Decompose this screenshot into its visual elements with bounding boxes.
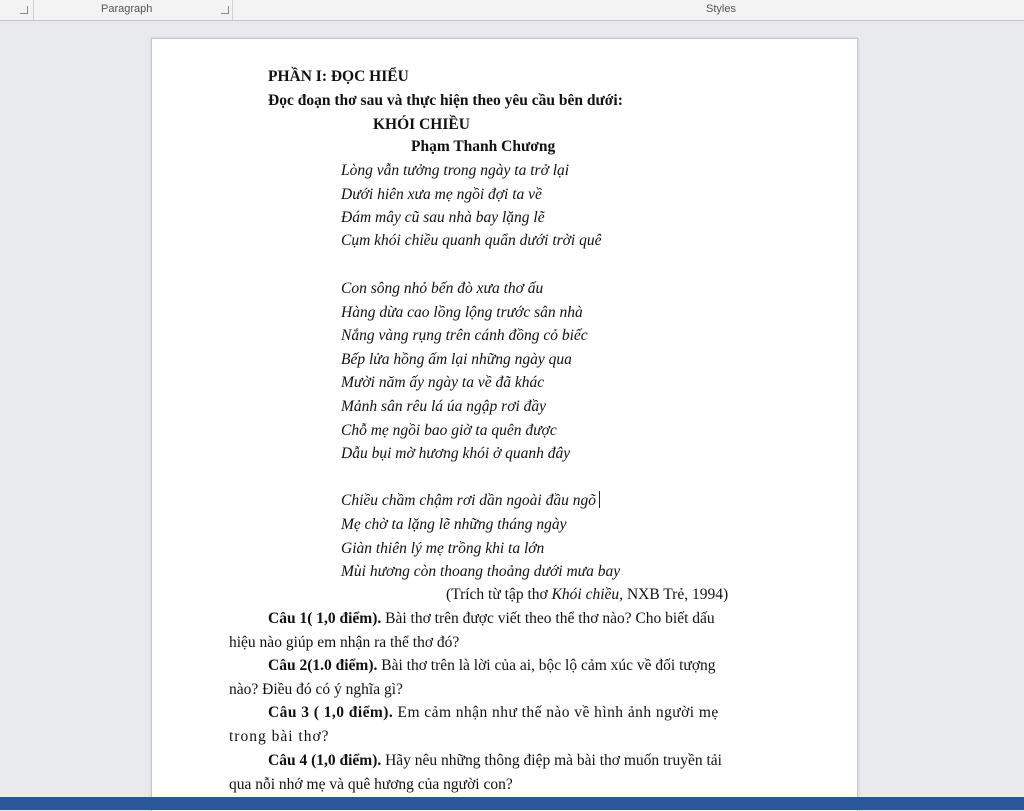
question-2-line-2: nào? Điều đó có ý nghĩa gì? <box>229 681 403 698</box>
document-page[interactable] <box>151 38 858 811</box>
question-2-line-1 <box>268 656 716 676</box>
question-label: Câu 4 (1,0 điểm). <box>268 752 382 769</box>
status-bar <box>0 797 1024 810</box>
question-3-line-2: trong bài thơ? <box>229 728 330 745</box>
ribbon-bottom-strip <box>0 0 1024 21</box>
question-text: Bài thơ trên là lời của ai, bộc lộ cảm xúc về đối tượng <box>377 657 716 674</box>
font-dialog-launcher-icon[interactable] <box>20 6 28 14</box>
poem-title: KHÓI CHIỀU <box>373 116 470 133</box>
poem-line: Giàn thiên lý mẹ trồng khi ta lớn <box>341 540 545 557</box>
question-text: Bài thơ trên được viết theo thể thơ nào? Cho biết dấu <box>381 610 715 627</box>
poem-line: Mười năm ấy ngày ta về đã khác <box>341 374 545 391</box>
question-4-line-1 <box>268 751 722 771</box>
question-text: Em cảm nhận như thế nào về hình ảnh người mẹ <box>393 704 719 721</box>
question-label: Câu 3 ( 1,0 điểm). <box>268 704 394 721</box>
section-title: PHẦN I: ĐỌC HIỂU <box>268 68 409 85</box>
poem-line: Chỗ mẹ ngồi bao giờ ta quên được <box>341 422 557 439</box>
styles-group-label: Styles <box>706 3 736 15</box>
poem-author: Phạm Thanh Chương <box>411 138 556 155</box>
ribbon-separator <box>232 0 233 20</box>
poem-line-text: Chiều chầm chậm rơi dần ngoài đầu ngõ <box>341 492 596 509</box>
poem-line: Mẹ chờ ta lặng lẽ những tháng ngày <box>341 516 567 533</box>
source-prefix: (Trích từ tập thơ <box>446 586 552 603</box>
poem-line: Lòng vẫn tưởng trong ngày ta trở lại <box>341 162 570 179</box>
poem-line: Nắng vàng rụng trên cánh đồng cỏ biếc <box>341 327 588 344</box>
paragraph-group-label: Paragraph <box>101 3 153 15</box>
poem-line: Dưới hiên xưa mẹ ngồi đợi ta về <box>341 186 542 203</box>
poem-line: Bếp lửa hồng ấm lại những ngày qua <box>341 351 572 368</box>
poem-line: Mảnh sân rêu lá úa ngập rơi đầy <box>341 398 547 415</box>
question-1-line-2: hiệu nào giúp em nhận ra thể thơ đó? <box>229 634 460 651</box>
text-cursor <box>599 491 600 508</box>
question-1-line-1 <box>268 609 715 629</box>
question-4-line-2: qua nỗi nhớ mẹ và quê hương của người con? <box>229 776 513 793</box>
paragraph-dialog-launcher-icon[interactable] <box>221 6 229 14</box>
poem-line: Dẫu bụi mờ hương khói ở quanh đây <box>341 445 571 462</box>
question-text: Hãy nêu những thông điệp mà bài thơ muốn truyền tải <box>381 752 722 769</box>
question-3-line-1 <box>268 703 719 723</box>
source-book-title: Khói chiều, <box>551 586 624 603</box>
poem-line: Hàng dừa cao lồng lộng trước sân nhà <box>341 304 583 321</box>
source-suffix: NXB Trẻ, 1994) <box>623 586 729 603</box>
ribbon-separator <box>33 0 34 20</box>
instruction-text: Đọc đoạn thơ sau và thực hiện theo yêu cầu bên dưới: <box>268 92 623 109</box>
poem-source <box>446 585 728 605</box>
poem-line: Đám mây cũ sau nhà bay lặng lẽ <box>341 209 545 226</box>
question-label: Câu 2(1.0 điểm). <box>268 657 378 674</box>
poem-line: Con sông nhỏ bến đò xưa thơ ấu <box>341 280 544 297</box>
poem-line: Mùi hương còn thoang thoảng dưới mưa bay <box>341 563 621 580</box>
poem-line: Cụm khói chiều quanh quẩn dưới trời quê <box>341 232 602 249</box>
poem-line <box>341 491 600 511</box>
question-label: Câu 1( 1,0 điểm). <box>268 610 382 627</box>
